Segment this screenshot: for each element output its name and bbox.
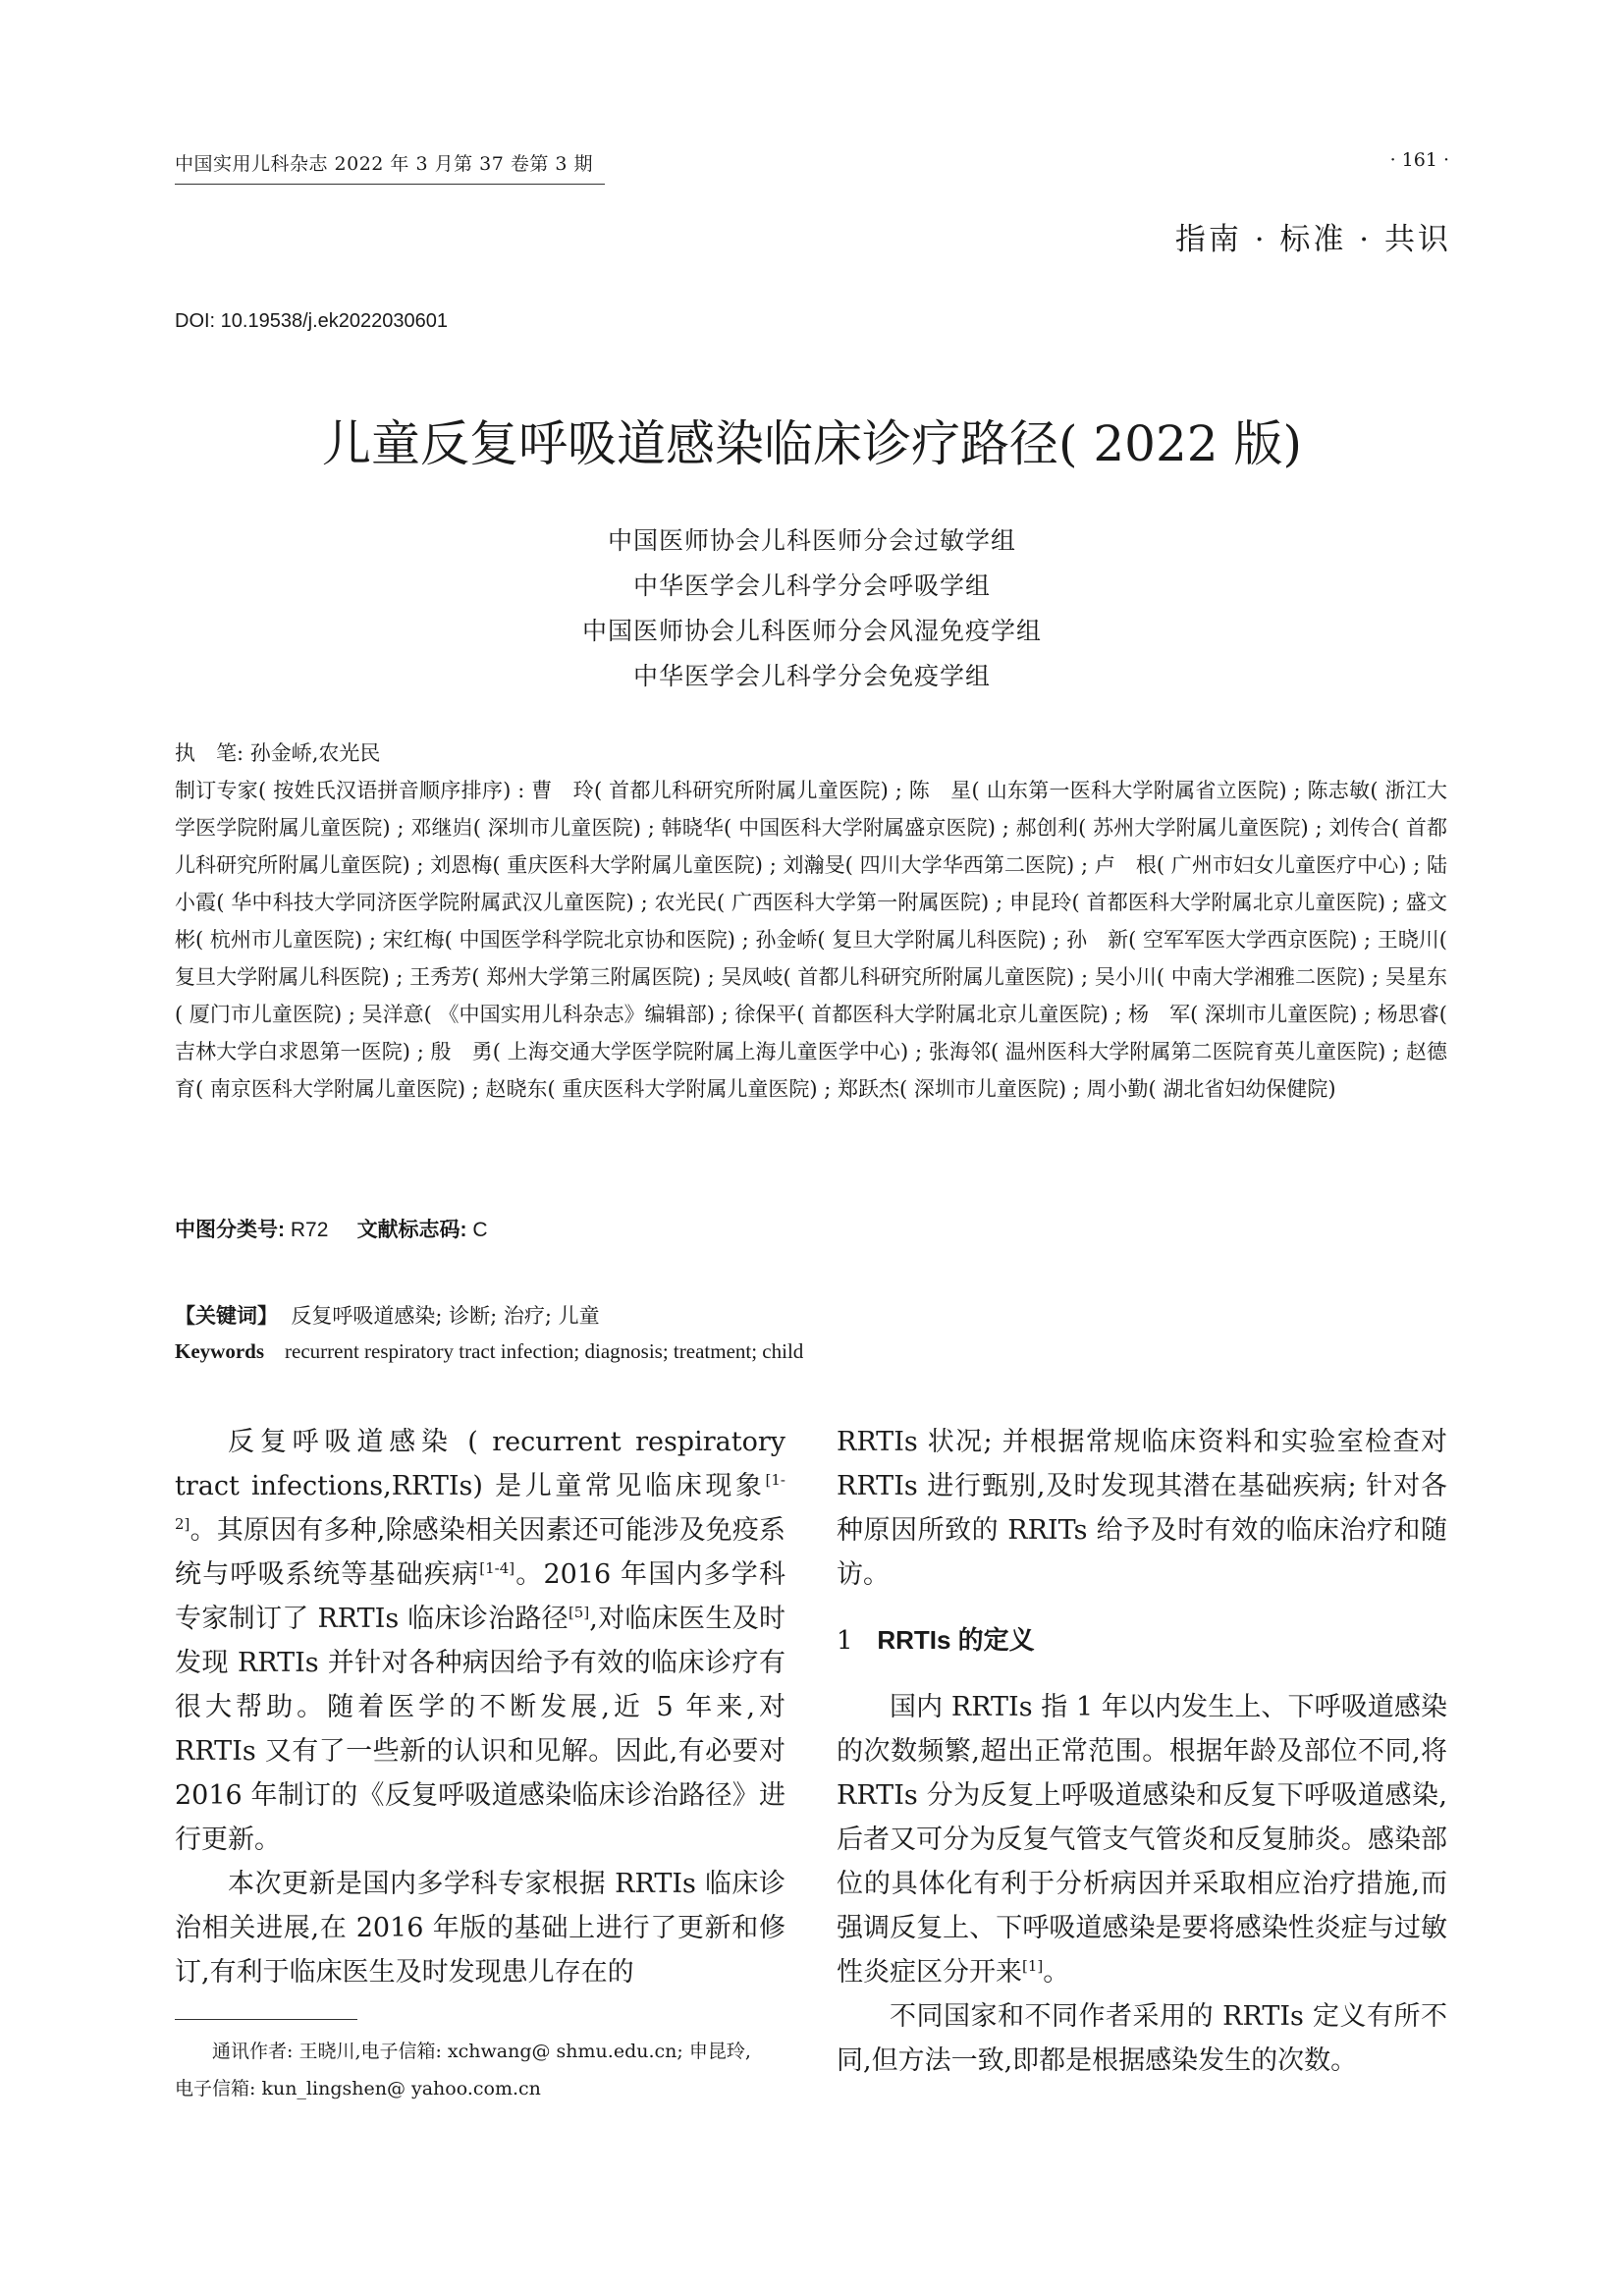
paragraph: 本次更新是国内多学科专家根据 RRTIs 临床诊治相关进展,在 2016 年版的基础上进行了更新和修订,有利于临床医生及时发现患儿存在的 (175, 1869, 785, 1988)
journal-header: 中国实用儿科杂志 2022 年 3 月第 37 卷第 3 期 (175, 153, 594, 175)
citation: [1-4] (479, 1559, 515, 1577)
paragraph (175, 1420, 785, 1862)
organization: 中国医师协会儿科医师分会过敏学组 (607, 526, 1016, 555)
paragraph: 不同国家和不同作者采用的 RRTIs 定义有所不同,但方法一致,即都是根据感染发生的次数。 (837, 2001, 1447, 2076)
clc-value: R72 (290, 1219, 329, 1241)
page-number: · 161 · (1389, 149, 1449, 171)
classification (175, 1214, 488, 1243)
section-tag: 指南 · 标准 · 共识 (1174, 222, 1451, 257)
organization: 中国医师协会儿科医师分会风湿免疫学组 (581, 617, 1042, 645)
citation: [1] (1022, 1957, 1044, 1975)
article-title: 儿童反复呼吸道感染临床诊疗路径( 2022 版) (321, 415, 1303, 472)
doc-code-value: C (472, 1219, 488, 1241)
keywords-en-value: recurrent respiratory tract infection; diagnosis; treatment; child (285, 1339, 804, 1363)
citation: [5] (568, 1604, 590, 1621)
doc-code-label: 文献标志码: (356, 1219, 467, 1241)
doi: DOI: 10.19538/j.ek2022030601 (175, 310, 448, 332)
writers: 执 笔: 孙金峤,农光民 (175, 741, 381, 765)
text-run: 。2016 年国内多学科专家制订了 RRTIs 临床诊治路径 (175, 1559, 786, 1634)
keywords-en-label: Keywords (175, 1339, 264, 1363)
organizations (0, 518, 1624, 699)
organization: 中华医学会儿科学分会呼吸学组 (632, 572, 991, 600)
keywords-en (175, 1339, 803, 1364)
clc-label: 中图分类号: (175, 1219, 285, 1241)
header-rule (175, 184, 605, 185)
paragraph (837, 1685, 1447, 1994)
body-column-right (837, 1420, 1447, 2083)
text-run: 。 (1043, 1957, 1070, 1988)
paragraph: RRTIs 状况; 并根据常规临床资料和实验室检查对 RRTIs 进行甄别,及时发现其潜在基础疾病; 针对各种原因所致的 RRITs 给予及时有效的临床治疗和随访。 (837, 1427, 1447, 1590)
organization: 中华医学会儿科学分会免疫学组 (632, 662, 991, 690)
body-column-left (175, 1420, 785, 1994)
experts: 制订专家( 按姓氏汉语拼音顺序排序) : 曹 玲( 首都儿科研究所附属儿童医院) ; 陈 星( 山东第一医科大学附属省立医院) ; 陈志敏( 浙江大学医学院附属儿童医院) ; 邓继岿( 深圳市儿童医院) ; 韩晓华( 中国医科大学附属盛京医院) ; 郝创利( 苏州大学附属儿童医院) ; 刘传合( 首都儿科研究所附属儿童医院) ; 刘恩梅( 重庆医科大学附属儿童医院) ; 刘瀚旻( 四川大学华西第二医院) ; 卢 根( 广州市妇女儿童医疗中心) ; 陆小霞( 华中科技大学同济医学院附属武汉儿童医院) ; 农光民( 广西医科大学第一附属医院) ; 申昆玲( 首都医科大学附属北京儿童医院) ; 盛文彬( 杭州市儿童医院) ; 宋红梅( 中国医学科学院北京协和医院) ; 孙金峤( 复旦大学附属儿科医院) ; 孙 新( 空军军医大学西京医院) ; 王晓川( 复旦大学附属儿科医院) ; 王秀芳( 郑州大学第三附属医院) ; 吴凤岐( 首都儿科研究所附属儿童医院) ; 吴小川( 中南大学湘雅二医院) ; 吴星东( 厦门市儿童医院) ; 吴洋意( 《中国实用儿科杂志》编辑部) ; 徐保平( 首都医科大学附属北京儿童医院) ; 杨 军( 深圳市儿童医院) ; 杨思睿( 吉林大学白求恩第一医院) ; 殷 勇( 上海交通大学医学院附属上海儿童医学中心) ; 张海邻( 温州医科大学附属第二医院育英儿童医院) ; 赵德育( 南京医科大学附属儿童医院) ; 赵晓东( 重庆医科大学附属儿童医院) ; 郑跃杰( 深圳市儿童医院) ; 周小勤( 湖北省妇幼保健院) (175, 779, 1447, 1101)
footnote-rule (175, 2019, 357, 2020)
text-run: 反复呼吸道感染 ( recurrent respiratory tract infections,RRTIs) 是儿童常见临床现象 (175, 1427, 785, 1501)
text-run: 国内 RRTIs 指 1 年以内发生上、下呼吸道感染的次数频繁,超出正常范围。根据年龄及部位不同,将 RRTIs 分为反复上呼吸道感染和反复下呼吸道感染,后者又可分为反复气管支气管炎和反复肺炎。感染部位的具体化有利于分析病因并采取相应治疗措施,而强调反复上、下呼吸道感染是要将感染性炎症与过敏性炎症区分开来 (837, 1692, 1447, 1988)
text-run: ,对临床医生及时发现 RRTIs 并针对各种病因给予有效的临床诊疗有很大帮助。随着医学的不断发展,近 5 年来,对 RRTIs 又有了一些新的认识和见解。因此,有必要对 2016 年制订的《反复呼吸道感染临床诊治路径》进行更新。 (175, 1604, 785, 1855)
footnote-line: 电子信箱: kun_lingshen@ yahoo.com.cn (175, 2078, 541, 2099)
author-block (175, 735, 1447, 1108)
keywords-cn (175, 1300, 600, 1330)
section-title: RRTIs 的定义 (877, 1625, 1035, 1655)
keywords-cn-value: 反复呼吸道感染; 诊断; 治疗; 儿童 (291, 1304, 600, 1328)
footnote (175, 2033, 785, 2107)
citation: [1-2] (175, 1471, 785, 1533)
section-heading (837, 1618, 1447, 1663)
footnote-line: 通讯作者: 王晓川,电子信箱: xchwang@ shmu.edu.cn; 申昆玲, (212, 2041, 751, 2062)
text-run: 。其原因有多种,除感染相关因素还可能涉及免疫系统与呼吸系统等基础疾病 (175, 1515, 785, 1590)
section-number: 1 (837, 1626, 853, 1656)
keywords-cn-label: 【关键词】 (175, 1305, 278, 1328)
